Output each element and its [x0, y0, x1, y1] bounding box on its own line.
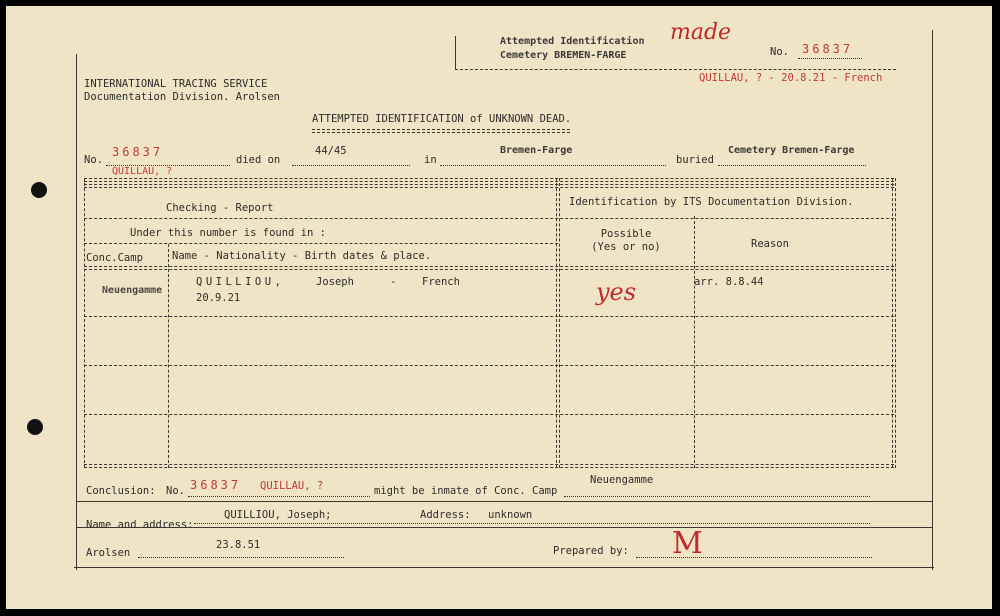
- table-colheader-line: [84, 266, 894, 270]
- table-row-line-1: [84, 316, 894, 317]
- index-card: [6, 6, 992, 609]
- punch-hole-bottom: [27, 419, 43, 435]
- form-title: ATTEMPTED IDENTIFICATION of UNKNOWN DEAD.: [312, 113, 572, 125]
- table-col-camp: Conc.Camp: [86, 252, 143, 264]
- conclusion-name: QUILLAU, ?: [260, 480, 324, 492]
- name-address-label: Name and address:: [86, 519, 194, 531]
- row-surname: QUILLIOU,: [196, 276, 285, 288]
- header-ref-line: QUILLAU, ? - 20.8.21 - French: [699, 72, 883, 84]
- record-no-label: No.: [84, 154, 103, 166]
- table-left-border: [84, 178, 85, 468]
- record-died-label: died on: [236, 154, 281, 166]
- conclusion-camp: Neuengamme: [590, 474, 654, 486]
- table-col-possible: Possible (Yes or no): [591, 228, 661, 253]
- org-line1: INTERNATIONAL TRACING SERVICE: [84, 78, 268, 90]
- table-top-border-2: [84, 184, 894, 188]
- name-address-address-value: unknown: [488, 509, 533, 521]
- table-header-line: [84, 218, 894, 219]
- stamp-box-left: [455, 36, 456, 69]
- org-line2: Documentation Division. Arolsen: [84, 91, 280, 103]
- table-mid-divider: [556, 178, 560, 468]
- footer-prepared-label: Prepared by:: [553, 545, 629, 557]
- name-address-rule: [76, 527, 932, 528]
- table-camp-divider: [168, 244, 169, 468]
- record-in-dots: [440, 165, 666, 166]
- conclusion-camp-dots: [564, 496, 870, 497]
- table-identification: Identification by ITS Documentation Division.: [569, 196, 854, 208]
- card-bottom-border: [74, 567, 934, 568]
- record-buried-value: Cemetery Bremen-Farge: [728, 145, 855, 156]
- conclusion-text: might be inmate of Conc. Camp: [374, 485, 558, 497]
- conclusion-no-dots: [188, 496, 370, 497]
- table-under-number: Under this number is found in :: [130, 227, 326, 239]
- record-name-line: QUILLAU, ?: [112, 166, 173, 177]
- table-bottom-border: [84, 464, 894, 468]
- stamp-hand-note: made: [670, 20, 732, 45]
- header-no-value: 36837: [802, 42, 854, 56]
- row-camp: Neuengamme: [102, 285, 163, 296]
- footer-date: 23.8.51: [216, 539, 261, 551]
- row-nationality: French: [422, 276, 460, 288]
- record-no-value: 36837: [112, 145, 164, 159]
- card-right-border: [932, 30, 933, 570]
- table-possible-divider: [694, 216, 695, 468]
- header-no-dots: [798, 58, 862, 59]
- table-col-name: Name - Nationality - Birth dates & place.: [172, 250, 432, 262]
- row-reason: arr. 8.8.44: [694, 276, 764, 288]
- conclusion-no-value: 36837: [190, 478, 242, 492]
- name-address-name: QUILLIOU, Joseph;: [224, 509, 332, 521]
- stamp-line2: Cemetery BREMEN-FARGE: [500, 50, 627, 61]
- row-dash: -: [390, 276, 397, 288]
- card-left-border: [76, 54, 77, 570]
- record-died-dots: [292, 165, 410, 166]
- record-died-value: 44/45: [315, 145, 347, 157]
- record-in-value: Bremen-Farge: [500, 145, 573, 156]
- conclusion-rule: [76, 501, 932, 502]
- form-title-underline: [312, 129, 570, 133]
- record-buried-dots: [718, 165, 866, 166]
- footer-place: Arolsen: [86, 547, 131, 559]
- row-possible: yes: [596, 278, 637, 306]
- row-firstname: Joseph: [316, 276, 354, 288]
- row-birth: 20.9.21: [196, 292, 241, 304]
- footer-signature: M: [672, 526, 703, 561]
- name-address-dots: [194, 523, 870, 524]
- table-subheader-line: [84, 243, 558, 244]
- record-in-label: in: [424, 154, 437, 166]
- conclusion-no-label: No.: [166, 485, 185, 497]
- table-top-border: [84, 178, 894, 182]
- table-row-line-3: [84, 414, 894, 415]
- punch-hole-top: [31, 182, 47, 198]
- name-address-address-label: Address:: [420, 509, 471, 521]
- header-no-label: No.: [770, 46, 789, 58]
- table-right-border: [892, 178, 896, 468]
- conclusion-label: Conclusion:: [86, 485, 156, 497]
- record-buried-label: buried: [676, 154, 714, 166]
- table-row-line-2: [84, 365, 894, 366]
- footer-date-dots: [138, 557, 344, 558]
- table-checking-report: Checking - Report: [166, 202, 274, 214]
- stamp-line1: Attempted Identification: [500, 36, 645, 47]
- table-col-reason: Reason: [751, 238, 789, 250]
- stamp-box-bottom: [455, 69, 896, 70]
